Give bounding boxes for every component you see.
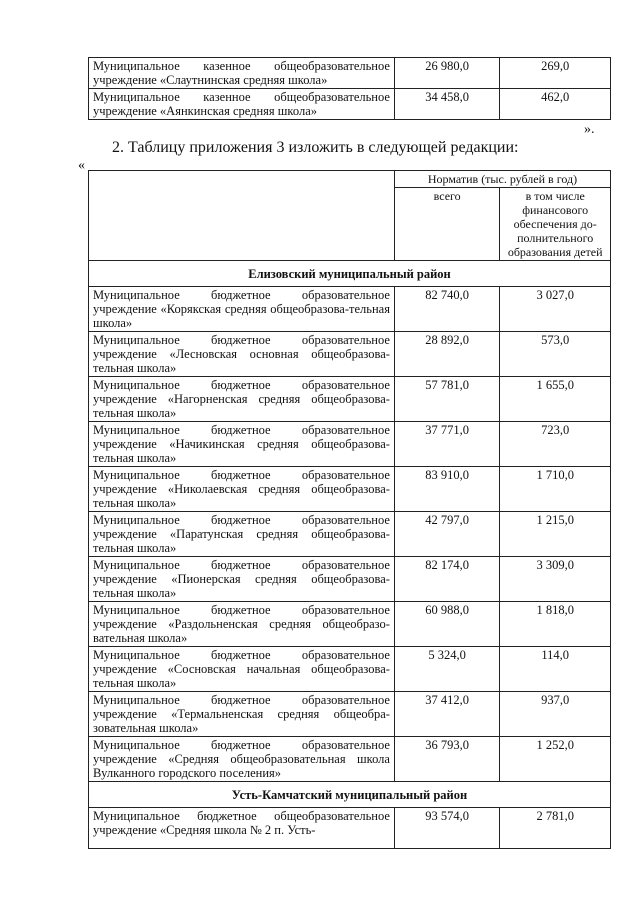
table-row — [89, 737, 611, 782]
header-row-1 — [89, 171, 611, 188]
additional-value-cell: 1 252,0 — [500, 737, 611, 782]
additional-header: в том числе финансового обеспечения до-полнительного образования детей — [500, 188, 611, 261]
total-value-cell: 26 980,0 — [394, 58, 499, 89]
additional-value-cell: 723,0 — [500, 422, 611, 467]
total-value-cell: 34 458,0 — [394, 89, 499, 120]
total-value-cell: 28 892,0 — [394, 332, 499, 377]
table-row — [89, 467, 611, 512]
total-value-cell: 82 174,0 — [394, 557, 499, 602]
total-value-cell: 37 771,0 — [394, 422, 499, 467]
table-row — [89, 512, 611, 557]
total-value-cell: 57 781,0 — [394, 377, 499, 422]
institution-name-cell: Муниципальное казенное общеобразовательное учреждение «Аянкинская средняя школа» — [89, 89, 395, 120]
total-value-cell: 42 797,0 — [394, 512, 499, 557]
header-name-cell — [89, 171, 395, 261]
additional-value-cell: 1 215,0 — [500, 512, 611, 557]
total-header: всего — [394, 188, 499, 261]
institution-name-cell: Муниципальное казенное общеобразовательное учреждение «Слаутнинская средняя школа» — [89, 58, 395, 89]
institution-name-cell: Муниципальное бюджетное образовательное учреждение «Начикинская средняя общеобразова-тельная школа» — [89, 422, 395, 467]
institution-name-cell: Муниципальное бюджетное образовательное учреждение «Паратунская средняя общеобразова-тельная школа» — [89, 512, 395, 557]
additional-value-cell: 3 027,0 — [500, 287, 611, 332]
total-value-cell: 83 910,0 — [394, 467, 499, 512]
table-row — [89, 692, 611, 737]
additional-value-cell: 1 818,0 — [500, 602, 611, 647]
table-row — [89, 422, 611, 467]
district-title: Усть-Камчатский муниципальный район — [89, 782, 611, 808]
institution-name-cell: Муниципальное бюджетное образовательное учреждение «Пионерская средняя общеобразова-тельная школа» — [89, 557, 395, 602]
total-value-cell: 60 988,0 — [394, 602, 499, 647]
total-value-cell: 5 324,0 — [394, 647, 499, 692]
additional-value-cell: 114,0 — [500, 647, 611, 692]
table-row — [89, 647, 611, 692]
institution-name-cell: Муниципальное бюджетное образовательное учреждение «Термальненская средняя общеобра-зовательная школа» — [89, 692, 395, 737]
table-row — [89, 287, 611, 332]
district-row — [89, 782, 611, 808]
table-row — [89, 602, 611, 647]
institution-name-cell: Муниципальное бюджетное общеобразовательное учреждение «Средняя школа № 2 п. Усть- — [89, 808, 395, 849]
institution-name-cell: Муниципальное бюджетное образовательное учреждение «Средняя общеобразовательная школа Вулканного городского поселения» — [89, 737, 395, 782]
total-value-cell: 82 740,0 — [394, 287, 499, 332]
instruction-paragraph: 2. Таблицу приложения 3 изложить в следующей редакции: — [112, 139, 519, 156]
institution-name-cell: Муниципальное бюджетное образовательное учреждение «Лесновская основная общеобразова-тельная школа» — [89, 332, 395, 377]
appendix-3-table — [88, 170, 611, 849]
opening-quote: « — [78, 158, 85, 173]
institution-name-cell: Муниципальное бюджетное образовательное учреждение «Сосновская начальная общеобразова-тельная школа» — [89, 647, 395, 692]
table-row — [89, 89, 611, 120]
additional-value-cell: 462,0 — [500, 89, 611, 120]
district-row — [89, 261, 611, 287]
norm-header: Норматив (тыс. рублей в год) — [394, 171, 610, 188]
total-value-cell: 93 574,0 — [394, 808, 499, 849]
table-row — [89, 58, 611, 89]
additional-value-cell: 2 781,0 — [500, 808, 611, 849]
additional-value-cell: 1 710,0 — [500, 467, 611, 512]
table-row — [89, 808, 611, 849]
additional-value-cell: 3 309,0 — [500, 557, 611, 602]
district-title: Елизовский муниципальный район — [89, 261, 611, 287]
table-row — [89, 377, 611, 422]
institution-name-cell: Муниципальное бюджетное образовательное учреждение «Николаевская средняя общеобразова-тельная школа» — [89, 467, 395, 512]
table-row — [89, 557, 611, 602]
additional-value-cell: 1 655,0 — [500, 377, 611, 422]
additional-value-cell: 573,0 — [500, 332, 611, 377]
additional-value-cell: 937,0 — [500, 692, 611, 737]
institution-name-cell: Муниципальное бюджетное образовательное учреждение «Раздольненская средняя общеобразо-вательная школа» — [89, 602, 395, 647]
total-value-cell: 36 793,0 — [394, 737, 499, 782]
additional-value-cell: 269,0 — [500, 58, 611, 89]
institution-name-cell: Муниципальное бюджетное образовательное учреждение «Корякская средняя общеобразова-тельная школа» — [89, 287, 395, 332]
institution-name-cell: Муниципальное бюджетное образовательное учреждение «Нагорненская средняя общеобразова-тельная школа» — [89, 377, 395, 422]
total-value-cell: 37 412,0 — [394, 692, 499, 737]
previous-table-fragment — [88, 57, 611, 120]
closing-quote: ». — [584, 122, 595, 137]
table-row — [89, 332, 611, 377]
